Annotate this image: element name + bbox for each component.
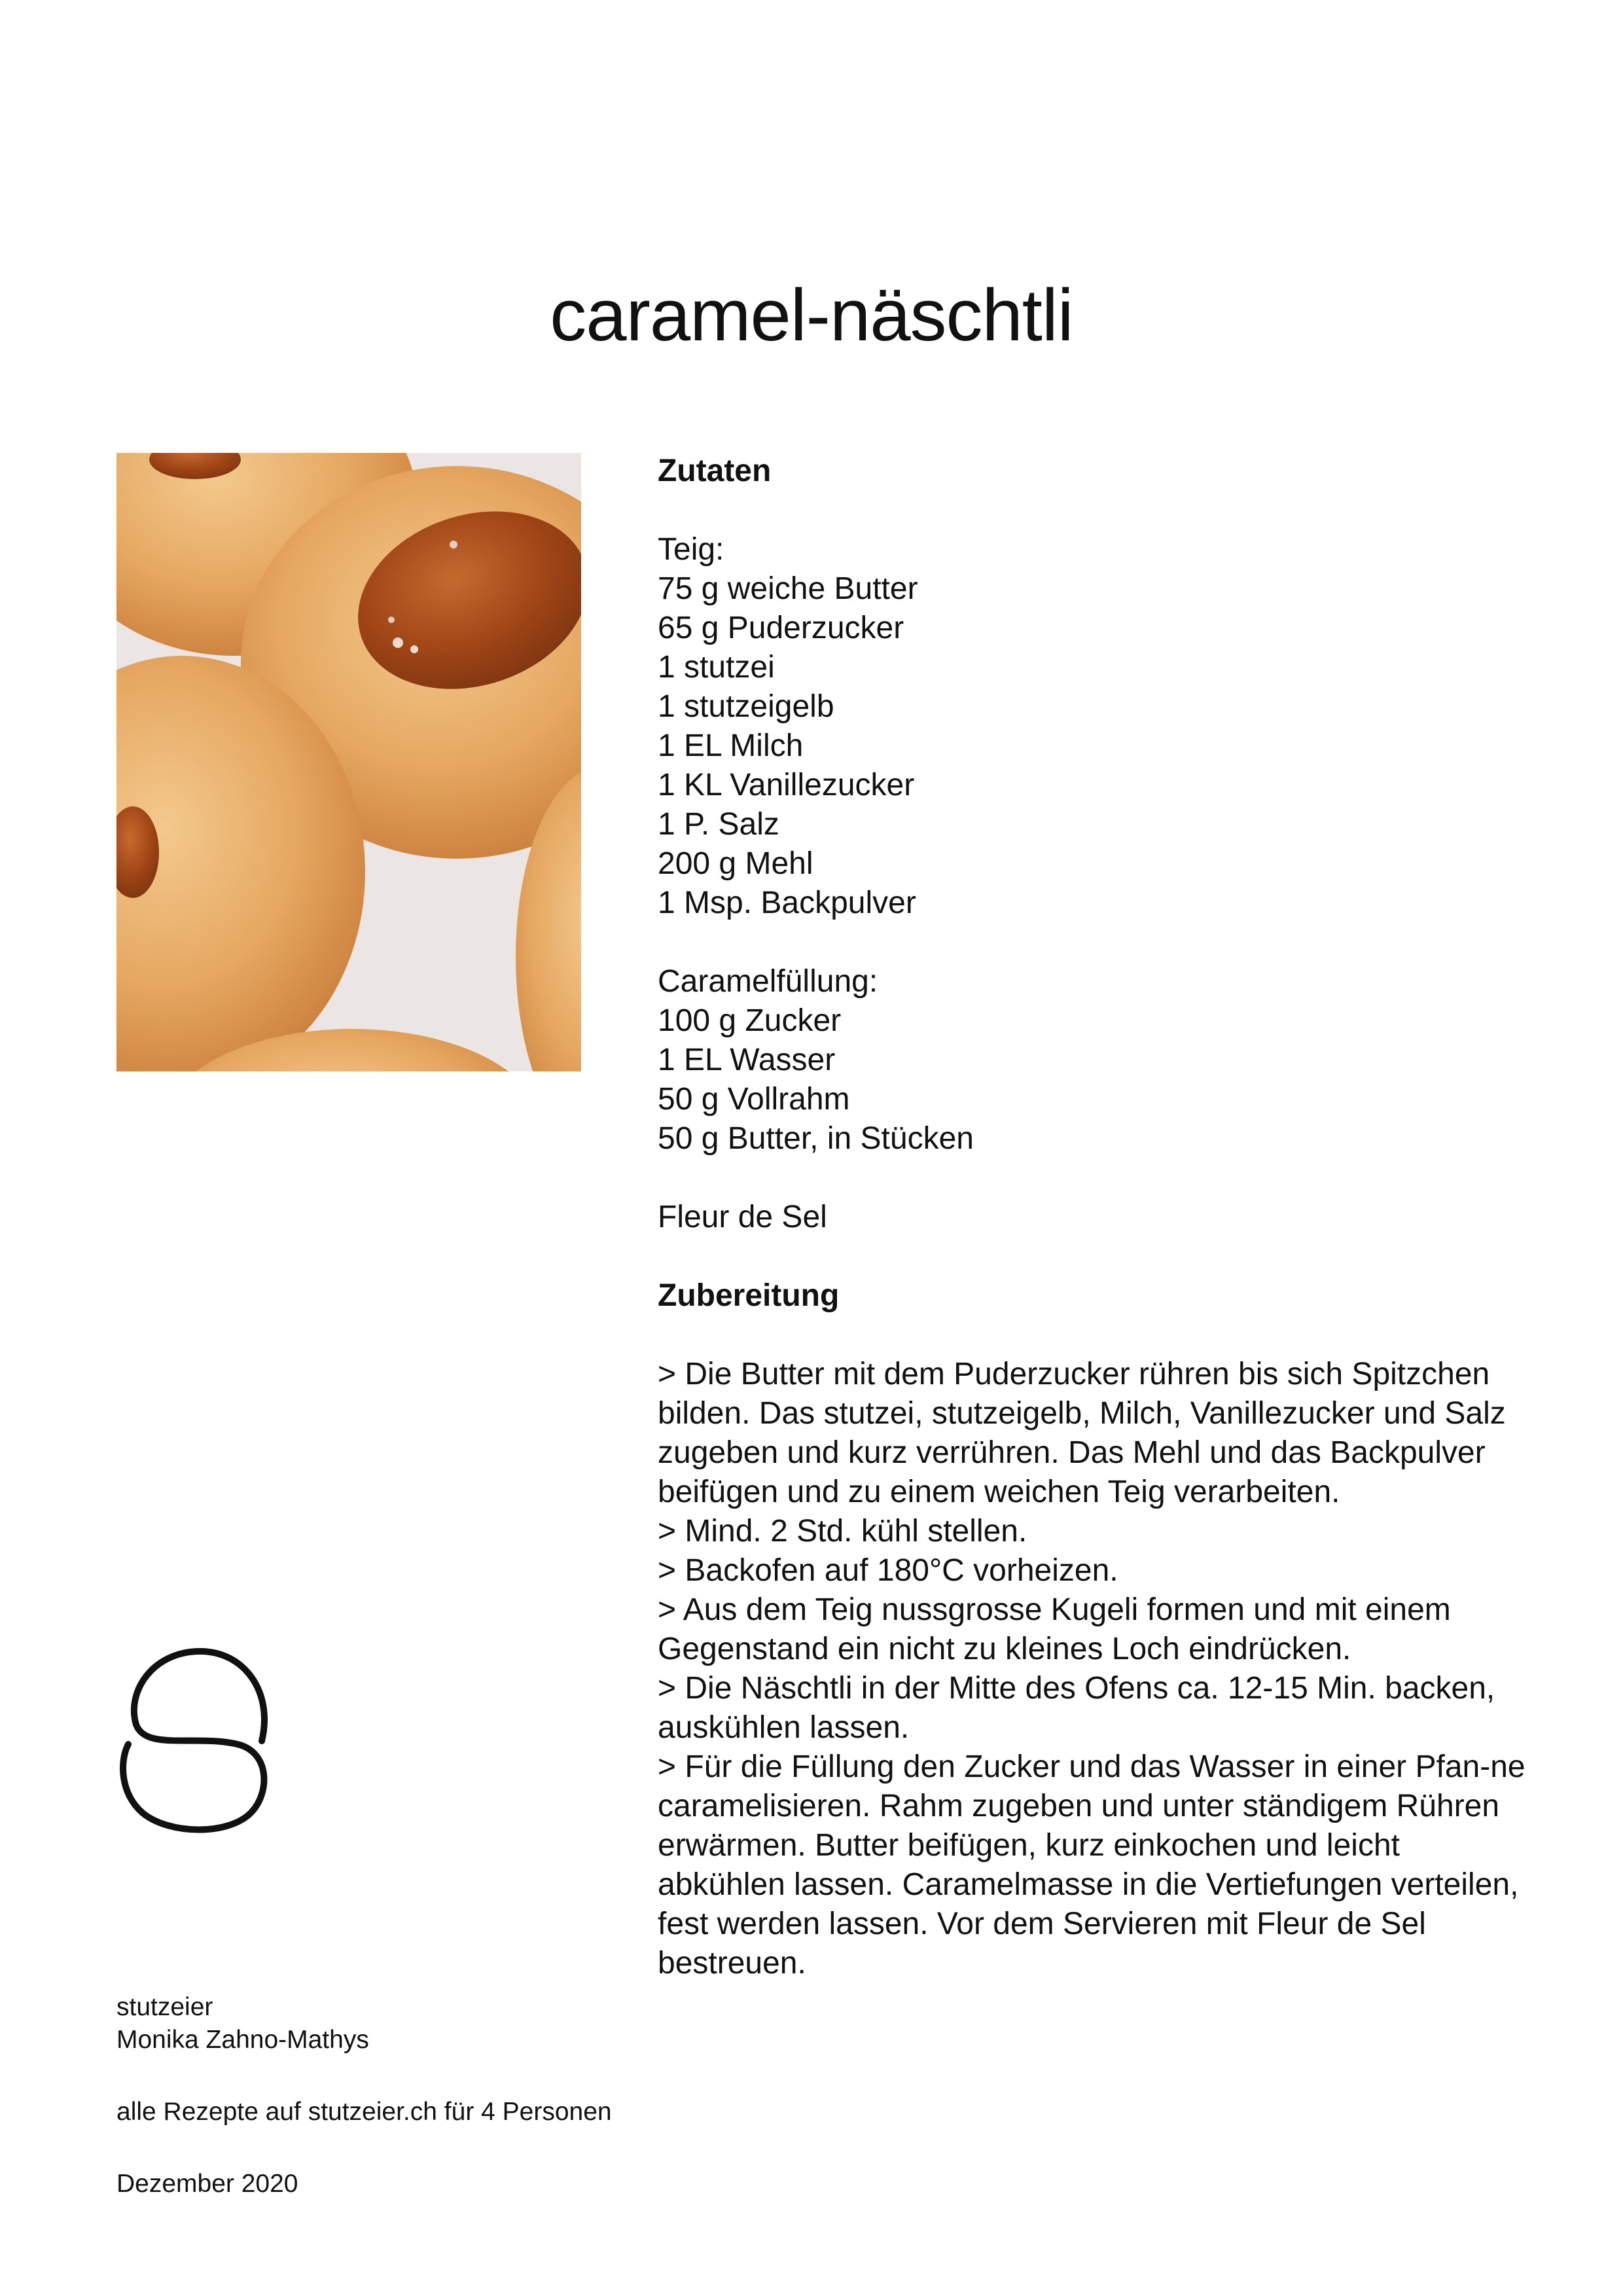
preparation-step: > Die Butter mit dem Puderzucker rühren bis sich Spitzchen bilden. Das stutzei, stutzeigelb, Milch, Vanillezucker und Salz zugeben und kurz verrühren. Das Mehl und das Backpulver beifügen und zu einem weichen Teig verarbeiten. <box>658 1357 1506 1509</box>
ingredient-line: 1 EL Milch <box>658 728 804 763</box>
filling-label: Caramelfüllung: <box>658 964 878 999</box>
page-title: caramel-näschtli <box>550 274 1073 357</box>
ingredient-line: 75 g weiche Butter <box>658 571 918 606</box>
preparation-step: > Backofen auf 180°C vorheizen. <box>658 1553 1118 1588</box>
cookie-photo <box>116 453 581 1071</box>
preparation-step: > Mind. 2 Std. kühl stellen. <box>658 1514 1027 1549</box>
footer <box>116 1991 771 2200</box>
preparation-step: > Für die Füllung den Zucker und das Wasser in einer Pfan-ne caramelisieren. Rahm zugeben und unter ständigem Rühren erwärmen. Butter beifügen, kurz einkochen und leicht abkühlen lassen. Caramelmasse in die Vertiefungen verteilen, fest werden lassen. Vor dem Servieren mit Fleur de Sel bestreuen. <box>658 1749 1525 1981</box>
footer-author: Monika Zahno-Mathys <box>116 2026 369 2054</box>
stutzeier-logo-icon <box>116 1646 274 1836</box>
ingredient-line: 1 Msp. Backpulver <box>658 886 916 920</box>
extra-ingredient: Fleur de Sel <box>658 1200 827 1234</box>
ingredient-line: 1 stutzeigelb <box>658 689 834 724</box>
ingredient-line: 200 g Mehl <box>658 846 813 881</box>
preparation-heading: Zubereitung <box>658 1278 840 1313</box>
recipe-content <box>658 452 1535 1983</box>
ingredient-line: 1 P. Salz <box>658 807 779 842</box>
ingredient-line: 50 g Vollrahm <box>658 1082 850 1117</box>
footer-date: Dezember 2020 <box>116 2170 298 2198</box>
footer-brand: stutzeier <box>116 1993 213 2021</box>
ingredient-line: 1 KL Vanillezucker <box>658 768 915 802</box>
footer-note: alle Rezepte auf stutzeier.ch für 4 Personen <box>116 2098 612 2126</box>
dough-label: Teig: <box>658 532 724 567</box>
ingredients-heading: Zutaten <box>658 454 772 488</box>
ingredient-line: 100 g Zucker <box>658 1003 842 1038</box>
ingredient-line: 1 stutzei <box>658 650 775 685</box>
ingredient-line: 1 EL Wasser <box>658 1043 836 1077</box>
ingredient-line: 50 g Butter, in Stücken <box>658 1121 974 1156</box>
ingredient-line: 65 g Puderzucker <box>658 611 904 645</box>
preparation-step: > Aus dem Teig nussgrosse Kugeli formen und mit einem Gegenstand ein nicht zu kleines Loch eindrücken. <box>658 1592 1451 1666</box>
preparation-step: > Die Näschtli in der Mitte des Ofens ca. 12-15 Min. backen, auskühlen lassen. <box>658 1671 1495 1745</box>
